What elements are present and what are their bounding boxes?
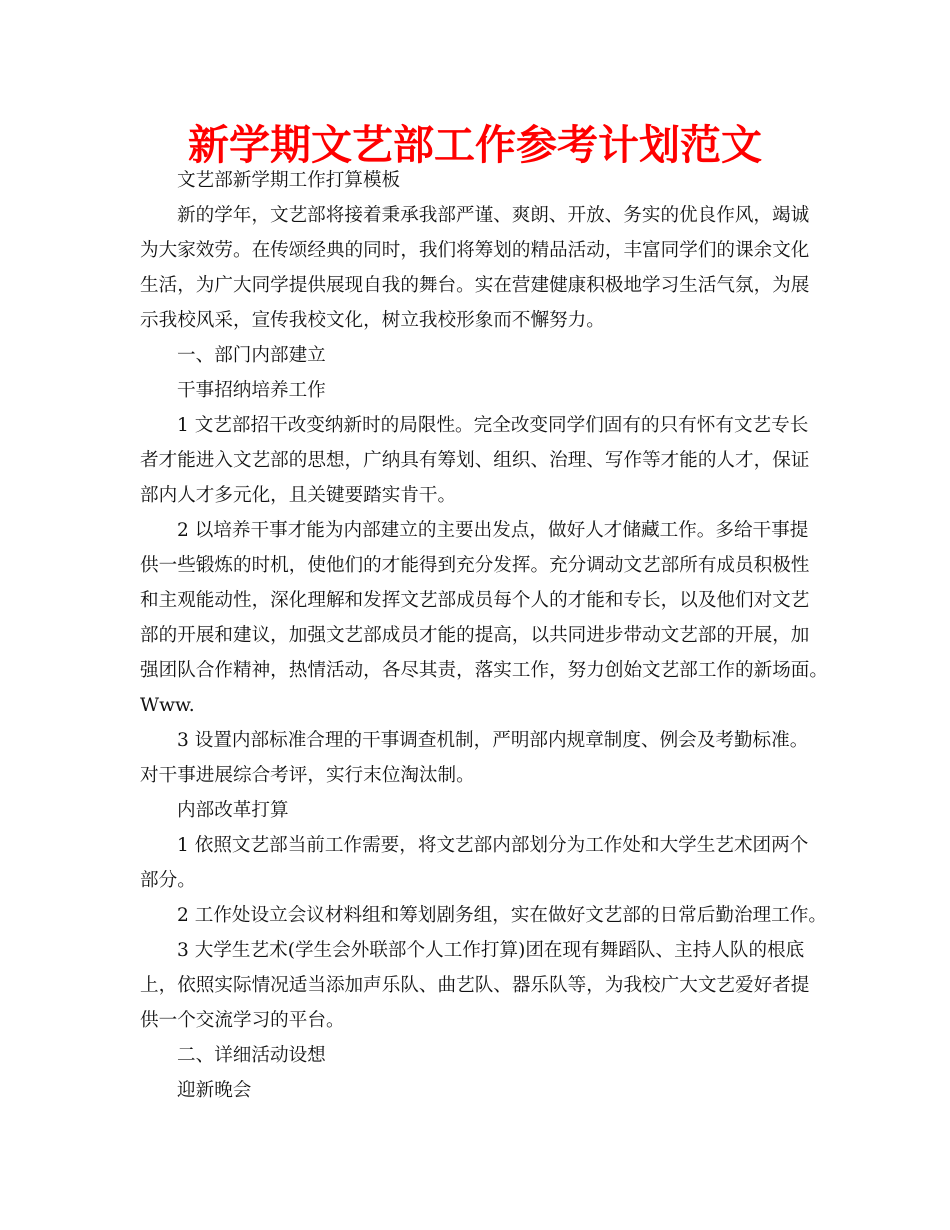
document-body bbox=[140, 163, 826, 1108]
text-line: 文艺部新学期工作打算模板 bbox=[177, 170, 401, 191]
text-line: 2 工作处设立会议材料组和筹划剧务组，实在做好文艺部的日常后勤治理工作。 bbox=[177, 905, 827, 926]
text-line: 为大家效劳。在传颂经典的同时，我们将筹划的精品活动，丰富同学们的课余文化 bbox=[140, 240, 810, 261]
paragraph bbox=[140, 513, 826, 723]
paragraph bbox=[140, 408, 826, 513]
text-line: 供一个交流学习的平台。 bbox=[140, 1010, 345, 1031]
paragraph bbox=[140, 338, 826, 373]
text-line: 部的开展和建议，加强文艺部成员才能的提高，以共同进步带动文艺部的开展，加 bbox=[140, 625, 810, 646]
paragraph bbox=[140, 1073, 826, 1108]
paragraph bbox=[140, 1038, 826, 1073]
text-line: 3 大学生艺术(学生会外联部个人工作打算)团在现有舞蹈队、主持人队的根底 bbox=[177, 940, 805, 961]
text-line: 内部改革打算 bbox=[177, 800, 289, 821]
text-line: 1 依照文艺部当前工作需要，将文艺部内部划分为工作处和大学生艺术团两个 bbox=[177, 835, 809, 856]
text-line: 示我校风采，宣传我校文化，树立我校形象而不懈努力。 bbox=[140, 310, 605, 331]
paragraph bbox=[140, 933, 826, 1038]
paragraph bbox=[140, 723, 826, 793]
paragraph bbox=[140, 373, 826, 408]
text-line: 部分。 bbox=[140, 870, 196, 891]
text-line: 和主观能动性，深化理解和发挥文艺部成员每个人的才能和专长，以及他们对文艺 bbox=[140, 590, 810, 611]
text-line: 生活，为广大同学提供展现自我的舞台。实在营建健康积极地学习生活气氛，为展 bbox=[140, 275, 810, 296]
text-line: 一、部门内部建立 bbox=[177, 345, 326, 366]
paragraph bbox=[140, 163, 826, 198]
text-line: 上，依照实际情况适当添加声乐队、曲艺队、器乐队等，为我校广大文艺爱好者提 bbox=[140, 975, 810, 996]
paragraph bbox=[140, 898, 826, 933]
paragraph bbox=[140, 828, 826, 898]
text-line: 干事招纳培养工作 bbox=[177, 380, 326, 401]
text-line: 3 设置内部标准合理的干事调查机制，严明部内规章制度、例会及考勤标准。 bbox=[177, 730, 809, 751]
text-line: 部内人才多元化，且关键要踏实肯干。 bbox=[140, 485, 457, 506]
text-line: Www. bbox=[140, 695, 195, 716]
paragraph bbox=[140, 793, 826, 828]
text-line: 二、详细活动设想 bbox=[177, 1045, 326, 1066]
text-line: 者才能进入文艺部的思想，广纳具有筹划、组织、治理、写作等才能的人才，保证 bbox=[140, 450, 810, 471]
text-line: 新的学年，文艺部将接着秉承我部严谨、爽朗、开放、务实的优良作风，竭诚 bbox=[177, 205, 810, 226]
text-line: 迎新晚会 bbox=[177, 1080, 252, 1101]
document-title: 新学期文艺部工作参考计划范文 bbox=[188, 121, 762, 169]
text-line: 强团队合作精神，热情活动，各尽其责，落实工作，努力创始文艺部工作的新场面。 bbox=[140, 660, 828, 681]
text-line: 1 文艺部招干改变纳新时的局限性。完全改变同学们固有的只有怀有文艺专长 bbox=[177, 415, 809, 436]
paragraph bbox=[140, 198, 826, 338]
text-line: 2 以培养干事才能为内部建立的主要出发点，做好人才储藏工作。多给干事提 bbox=[177, 520, 809, 541]
text-line: 供一些锻炼的时机，使他们的才能得到充分发挥。充分调动文艺部所有成员积极性 bbox=[140, 555, 810, 576]
text-line: 对干事进展综合考评，实行末位淘汰制。 bbox=[140, 765, 475, 786]
